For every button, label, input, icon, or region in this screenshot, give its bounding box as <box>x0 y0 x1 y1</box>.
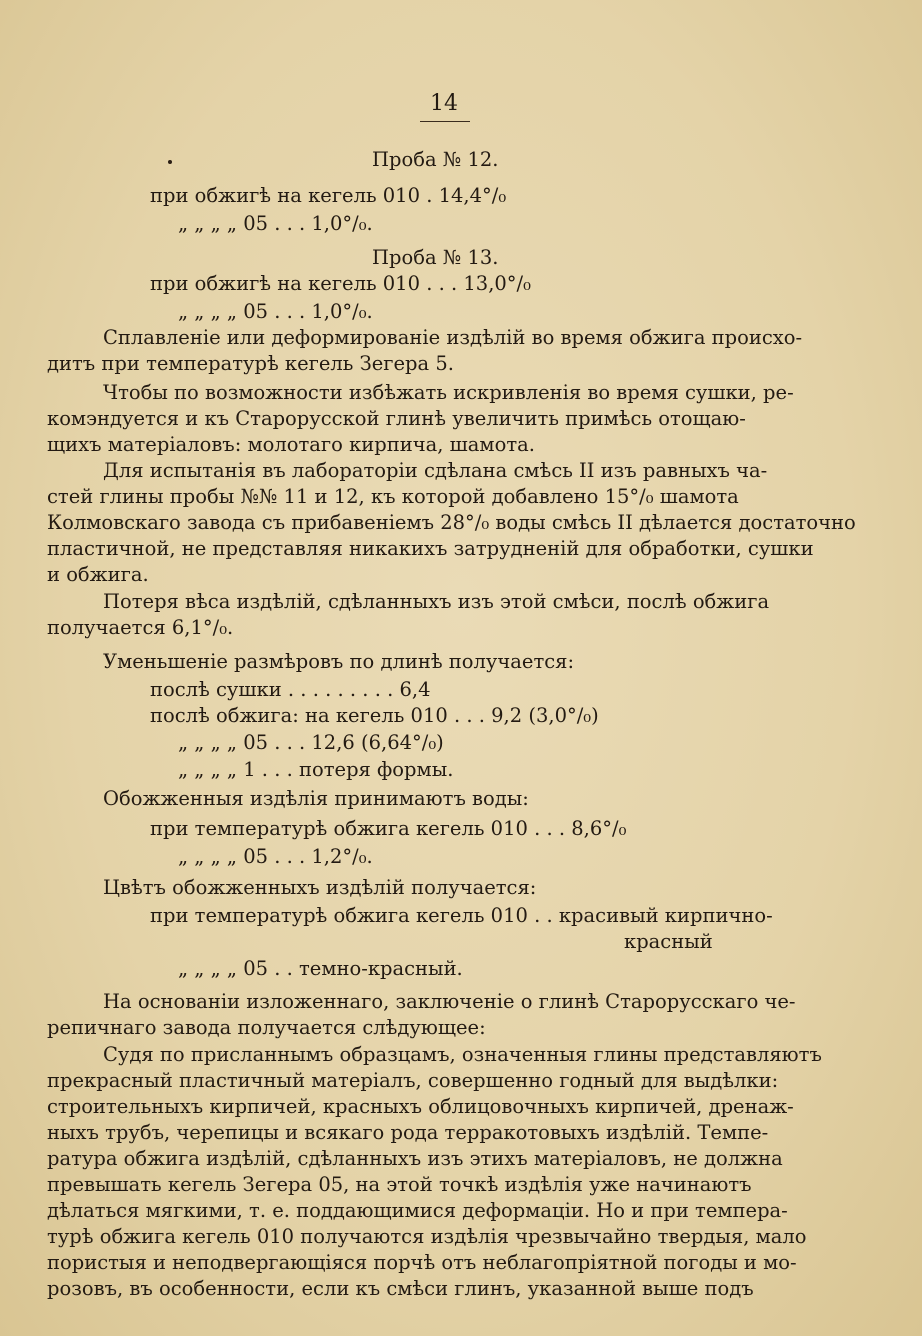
text-line: при обжигѣ на кегель 010 . . . 13,0°/₀ <box>150 272 531 295</box>
text-line: превышать кегель Зегера 05, на этой точкѣ издѣлія уже начинаютъ <box>47 1173 752 1196</box>
text-line: при температурѣ обжига кегель 010 . . . 8,6°/₀ <box>150 817 627 840</box>
text-line: Обожженныя издѣлія принимаютъ воды: <box>103 787 529 810</box>
stray-dot <box>168 160 172 164</box>
page-number: 14 <box>430 91 458 116</box>
text-line: дѣлаться мягкими, т. е. поддающимися деформаціи. Но и при темпера- <box>47 1199 788 1222</box>
text-line: „ „ „ „ 05 . . . 1,0°/₀. <box>178 300 373 323</box>
text-line: при обжигѣ на кегель 010 . 14,4°/₀ <box>150 184 507 207</box>
text-line: послѣ обжига: на кегель 010 . . . 9,2 (3,0°/₀) <box>150 704 599 727</box>
text-line: прекрасный пластичный матеріалъ, совершенно годный для выдѣлки: <box>47 1069 779 1092</box>
text-line: щихъ матеріаловъ: молотаго кирпича, шамота. <box>47 433 535 456</box>
text-line: получается 6,1°/₀. <box>47 616 234 639</box>
heading-proba-12: Проба № 12. <box>372 148 499 171</box>
text-line: при температурѣ обжига кегель 010 . . красивый кирпично- <box>150 904 773 927</box>
text-line: красный <box>624 930 713 953</box>
text-line: Цвѣтъ обожженныхъ издѣлій получается: <box>103 876 537 899</box>
text-line: „ „ „ „ 05 . . . 12,6 (6,64°/₀) <box>178 731 444 754</box>
text-line: стей глины пробы №№ 11 и 12, къ которой добавлено 15°/₀ шамота <box>47 485 739 508</box>
text-line: строительныхъ кирпичей, красныхъ облицовочныхъ кирпичей, дренаж- <box>47 1095 794 1118</box>
text-line: Для испытанія въ лабораторіи сдѣлана смѣсь II изъ равныхъ ча- <box>103 459 768 482</box>
text-line: „ „ „ „ 05 . . . 1,0°/₀. <box>178 212 373 235</box>
text-line: „ „ „ „ 05 . . темно-красный. <box>178 957 463 980</box>
text-line: ратура обжига издѣлій, сдѣланныхъ изъ этихъ матеріаловъ, не должна <box>47 1147 783 1170</box>
text-line: Сплавленіе или деформированіе издѣлій во время обжига происхо- <box>103 326 803 349</box>
text-line: „ „ „ „ 05 . . . 1,2°/₀. <box>178 845 373 868</box>
text-line: пластичной, не представляя никакихъ затрудненій для обработки, сушки <box>47 537 814 560</box>
text-line: Колмовскаго завода съ прибавеніемъ 28°/₀ воды смѣсь II дѣлается достаточно <box>47 511 856 534</box>
text-line: Уменьшеніе размѣровъ по длинѣ получается: <box>103 650 575 673</box>
page-number-rule <box>420 121 470 122</box>
text-line: и обжига. <box>47 563 149 586</box>
text-line: розовъ, въ особенности, если къ смѣси глинъ, указанной выше подъ <box>47 1277 754 1300</box>
text-line: репичнаго завода получается слѣдующее: <box>47 1016 486 1039</box>
text-line: „ „ „ „ 1 . . . потеря формы. <box>178 758 454 781</box>
text-line: дитъ при температурѣ кегель Зегера 5. <box>47 352 454 375</box>
text-line: послѣ сушки . . . . . . . . . 6,4 <box>150 678 431 701</box>
text-line: ныхъ трубъ, черепицы и всякаго рода терракотовыхъ издѣлій. Темпе- <box>47 1121 769 1144</box>
text-line: На основаніи изложеннаго, заключеніе о глинѣ Старорусскаго че- <box>103 990 796 1013</box>
text-line: Судя по присланнымъ образцамъ, означенныя глины представляютъ <box>103 1043 822 1066</box>
text-line: пористыя и неподвергающіяся порчѣ отъ неблагопріятной погоды и мо- <box>47 1251 797 1274</box>
heading-proba-13: Проба № 13. <box>372 246 499 269</box>
text-line: Чтобы по возможности избѣжать искривленія во время сушки, ре- <box>103 381 794 404</box>
text-line: Потеря вѣса издѣлій, сдѣланныхъ изъ этой смѣси, послѣ обжига <box>103 590 770 613</box>
text-line: турѣ обжига кегель 010 получаются издѣлія чрезвычайно твердыя, мало <box>47 1225 807 1248</box>
text-line: комэндуется и къ Старорусской глинѣ увеличить примѣсь отощаю- <box>47 407 746 430</box>
